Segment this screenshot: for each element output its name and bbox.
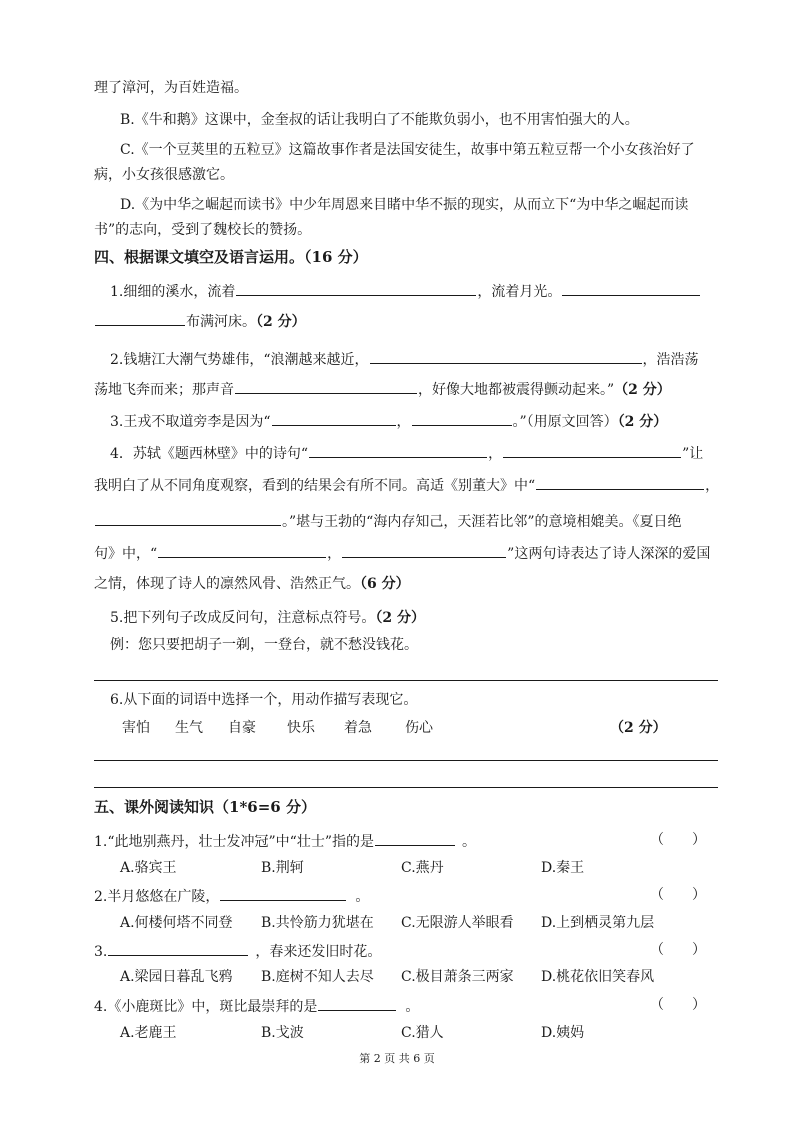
answer-paren[interactable]: （ ） <box>650 832 706 848</box>
answer-paren[interactable]: （ ） <box>650 997 706 1013</box>
word-choice: 快乐 <box>287 720 315 736</box>
q-text: 句》中，“ <box>94 546 158 562</box>
answer-blank[interactable] <box>95 310 185 326</box>
q-text: 。 <box>462 834 476 850</box>
answer-blank[interactable] <box>536 474 704 490</box>
question-5-1 <box>94 830 476 852</box>
q-text: 。 <box>405 999 420 1015</box>
choice-option[interactable]: D.秦王 <box>541 860 585 876</box>
answer-blank[interactable] <box>158 542 326 558</box>
question-4-5-example: 例：您只要把胡子一剃，一登台，就不愁没钱花。 <box>110 637 418 653</box>
question-4-2-cont <box>94 378 671 400</box>
q-text: 3. <box>94 944 108 960</box>
section-5-title: 五、课外阅读知识（1*6=6 分） <box>94 798 316 816</box>
choice-option[interactable]: C.燕丹 <box>401 860 444 876</box>
q-text: ， <box>396 414 411 430</box>
q-text: 4.《小鹿斑比》中，斑比最崇拜的是 <box>94 999 318 1015</box>
points-label: （2 分） <box>256 314 306 330</box>
section-4-title: 四、根据课文填空及语言运用。（16 分） <box>94 248 368 266</box>
option-c-text: C.《一个豆荚里的五粒豆》这篇故事作者是法国安徒生，故事中第五粒豆帮一个小女孩治好了 <box>120 142 695 158</box>
choice-option[interactable]: B.庭树不知人去尽 <box>261 969 374 985</box>
points-label: （2 分） <box>375 610 425 626</box>
choice-option[interactable]: B.戈波 <box>261 1025 304 1041</box>
answer-line[interactable] <box>94 680 718 681</box>
word-choice: 害怕 <box>122 720 150 736</box>
question-4-1 <box>110 280 701 302</box>
q-text: ”这两句诗表达了诗人深深的爱国 <box>507 546 711 562</box>
points-label: （2 分） <box>617 414 668 430</box>
choice-option[interactable]: C.极目萧条三两家 <box>401 969 514 985</box>
choice-option[interactable]: A.老鹿王 <box>120 1025 177 1041</box>
question-4-2 <box>110 348 699 370</box>
answer-blank[interactable] <box>503 442 681 458</box>
answer-line[interactable] <box>94 787 718 788</box>
q-text: 。”堪与王勃的“海内存知己，天涯若比邻”的意境相媲美。《夏日绝 <box>282 514 682 530</box>
option-c-text-cont: 病，小女孩很感激它。 <box>94 167 234 183</box>
answer-blank[interactable] <box>562 280 700 296</box>
word-choice: 自豪 <box>228 720 256 736</box>
question-4-4-cont <box>94 510 681 532</box>
answer-blank[interactable] <box>95 510 281 526</box>
option-b-text: B.《牛和鹅》这课中，金奎叔的话让我明白了不能欺负弱小，也不用害怕强大的人。 <box>120 112 639 128</box>
answer-blank[interactable] <box>370 348 642 364</box>
q-text: 1.细细的溪水，流着 <box>110 284 236 300</box>
option-d-text-cont: 书”的志向，受到了魏校长的赞扬。 <box>94 222 312 238</box>
page-number: 第 2 页 共 6 页 <box>359 1052 435 1065</box>
question-5-4 <box>94 995 419 1017</box>
question-5-2 <box>94 885 369 907</box>
choice-option[interactable]: D.桃花依旧笑春风 <box>541 969 655 985</box>
question-4-4-cont <box>94 474 719 496</box>
answer-blank[interactable] <box>375 830 455 846</box>
q-text: 。 <box>355 889 370 905</box>
question-4-4-cont <box>94 574 410 594</box>
q-text: 4．苏轼《题西林壁》中的诗句“ <box>110 446 309 462</box>
answer-blank[interactable] <box>342 542 506 558</box>
points-label: （6 分） <box>360 576 410 592</box>
question-4-4 <box>110 442 703 464</box>
word-choice: 着急 <box>344 720 372 736</box>
question-4-6: 6.从下面的词语中选择一个，用动作描写表现它。 <box>110 692 418 708</box>
text-line: 理了漳河，为百姓造福。 <box>94 80 248 96</box>
answer-blank[interactable] <box>220 885 346 901</box>
answer-paren[interactable]: （ ） <box>650 887 706 903</box>
points-label: （2 分） <box>614 382 671 398</box>
q-text: ， <box>705 478 720 494</box>
points-label: （2 分） <box>610 720 667 736</box>
q-text: 荡地飞奔而来；那声音 <box>94 382 234 398</box>
question-5-3 <box>94 940 381 962</box>
choice-option[interactable]: D.姨妈 <box>541 1025 585 1041</box>
choice-option[interactable]: A.骆宾王 <box>120 860 177 876</box>
choice-option[interactable]: D.上到栖灵第九层 <box>541 915 655 931</box>
q-text: 之情，体现了诗人的凛然风骨、浩然正气。 <box>94 576 360 592</box>
q-text: 。”（用原文回答） <box>512 414 618 430</box>
q-text: 5.把下列句子改成反问句，注意标点符号。 <box>110 610 376 626</box>
question-4-4-cont <box>94 542 710 564</box>
q-text: 1.“此地别燕丹，壮士发冲冠”中“壮士”指的是 <box>94 834 374 850</box>
answer-line[interactable] <box>94 760 718 761</box>
q-text: 布满河床。 <box>186 314 256 330</box>
q-text: 3.王戎不取道旁李是因为“ <box>110 414 271 430</box>
choice-option[interactable]: C.无限游人举眼看 <box>401 915 514 931</box>
q-text: ”让 <box>682 446 704 462</box>
option-d-text: D.《为中华之崛起而读书》中少年周恩来目睹中华不振的现实，从而立下“为中华之崛起而读 <box>120 197 689 213</box>
answer-blank[interactable] <box>412 410 512 426</box>
answer-blank[interactable] <box>236 280 476 296</box>
choice-option[interactable]: A.何楼何塔不同登 <box>120 915 233 931</box>
q-text: ，流着月光。 <box>477 284 562 300</box>
word-choices <box>122 718 445 738</box>
choice-option[interactable]: C.猎人 <box>401 1025 444 1041</box>
q-text: ，春来还发旧时花。 <box>255 944 382 960</box>
answer-blank[interactable] <box>272 410 396 426</box>
q-text: 2.钱塘江大潮气势雄伟，“浪潮越来越近， <box>110 352 369 368</box>
word-choice: 伤心 <box>405 720 433 736</box>
q-text: ， <box>488 446 503 462</box>
q-text: ， <box>327 546 342 562</box>
answer-paren[interactable]: （ ） <box>650 942 706 958</box>
choice-option[interactable]: B.荆轲 <box>261 860 304 876</box>
answer-blank[interactable] <box>309 442 487 458</box>
choice-option[interactable]: B.共怜筋力犹堪在 <box>261 915 374 931</box>
choice-option[interactable]: A.梁园日暮乱飞鸦 <box>120 969 233 985</box>
answer-blank[interactable] <box>318 995 396 1011</box>
question-4-1-cont <box>94 310 306 332</box>
q-text: ，浩浩荡 <box>642 352 699 368</box>
question-4-3 <box>110 410 667 432</box>
word-choice: 生气 <box>175 720 203 736</box>
q-text: ，好像大地都被震得颤动起来。” <box>418 382 615 398</box>
answer-blank[interactable] <box>108 940 248 956</box>
q-text: 2.半月悠悠在广陵， <box>94 889 220 905</box>
answer-blank[interactable] <box>235 378 417 394</box>
q-text: 我明白了从不同角度观察，看到的结果会有所不同。高适《别董大》中“ <box>94 478 536 494</box>
question-4-5 <box>110 608 425 628</box>
